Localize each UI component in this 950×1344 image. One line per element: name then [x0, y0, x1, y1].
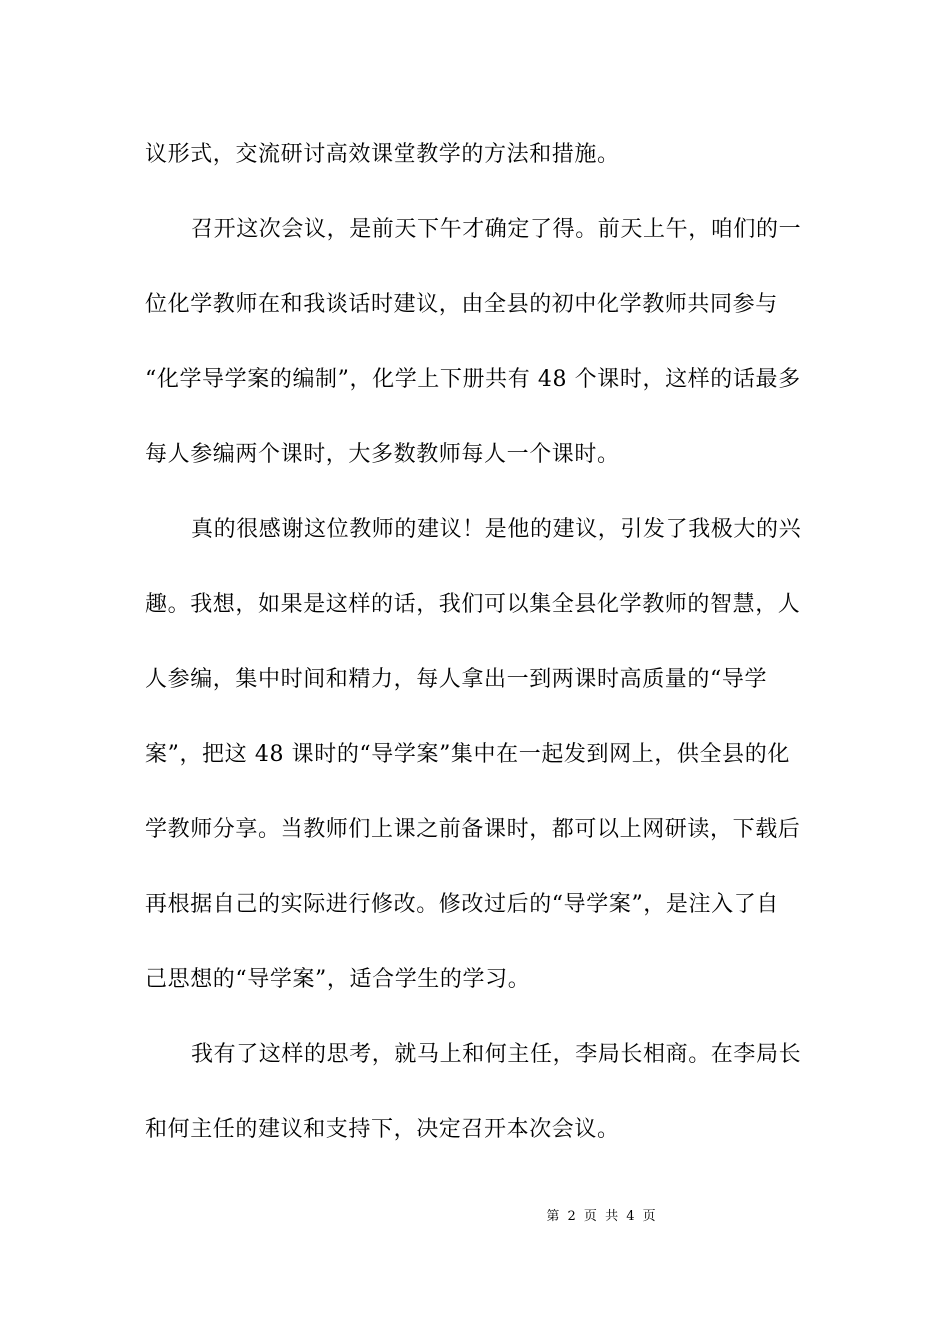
text-line: 再根据自己的实际进行修改。修改过后的“导学案”，是注入了自 — [145, 892, 779, 917]
footer-gong: 共 — [605, 1209, 619, 1224]
text-line: 位化学教师在和我谈话时建议，由全县的初中化学教师共同参与 — [145, 292, 778, 317]
paragraph-first-line: 我有了这样的思考，就马上和何主任，李局长相商。在李局长 — [191, 1042, 802, 1067]
text-line: 己思想的“导学案”，适合学生的学习。 — [145, 967, 531, 992]
paragraph-first-line: 召开这次会议，是前天下午才确定了得。前天上午，咱们的一 — [191, 217, 802, 242]
text-line: 学教师分享。当教师们上课之前备课时，都可以上网研读，下载后 — [145, 817, 801, 842]
text-line: 趣。我想，如果是这样的话，我们可以集全县化学教师的智慧，人 — [145, 592, 801, 617]
text-line: 和何主任的建议和支持下，决定召开本次会议。 — [145, 1117, 620, 1142]
footer-di: 第 — [546, 1209, 560, 1224]
text-line: 人参编，集中时间和精力，每人拿出一到两课时高质量的“导学 — [145, 667, 768, 692]
footer-ye: 页 — [583, 1209, 597, 1224]
footer-page-number: 2 — [567, 1209, 576, 1224]
text-line: 议形式，交流研讨高效课堂教学的方法和措施。 — [145, 142, 620, 167]
text-line: 每人参编两个课时，大多数教师每人一个课时。 — [145, 442, 620, 467]
text-line: “化学导学案的编制”，化学上下册共有 48 个课时，这样的话最多 — [145, 367, 801, 392]
footer-total-pages: 4 — [626, 1209, 635, 1224]
paragraph-first-line: 真的很感谢这位教师的建议！是他的建议，引发了我极大的兴 — [191, 517, 802, 542]
footer-ye: 页 — [642, 1209, 656, 1224]
page-footer — [0, 1209, 950, 1225]
text-line: 案”，把这 48 课时的“导学案”集中在一起发到网上，供全县的化 — [145, 742, 790, 767]
